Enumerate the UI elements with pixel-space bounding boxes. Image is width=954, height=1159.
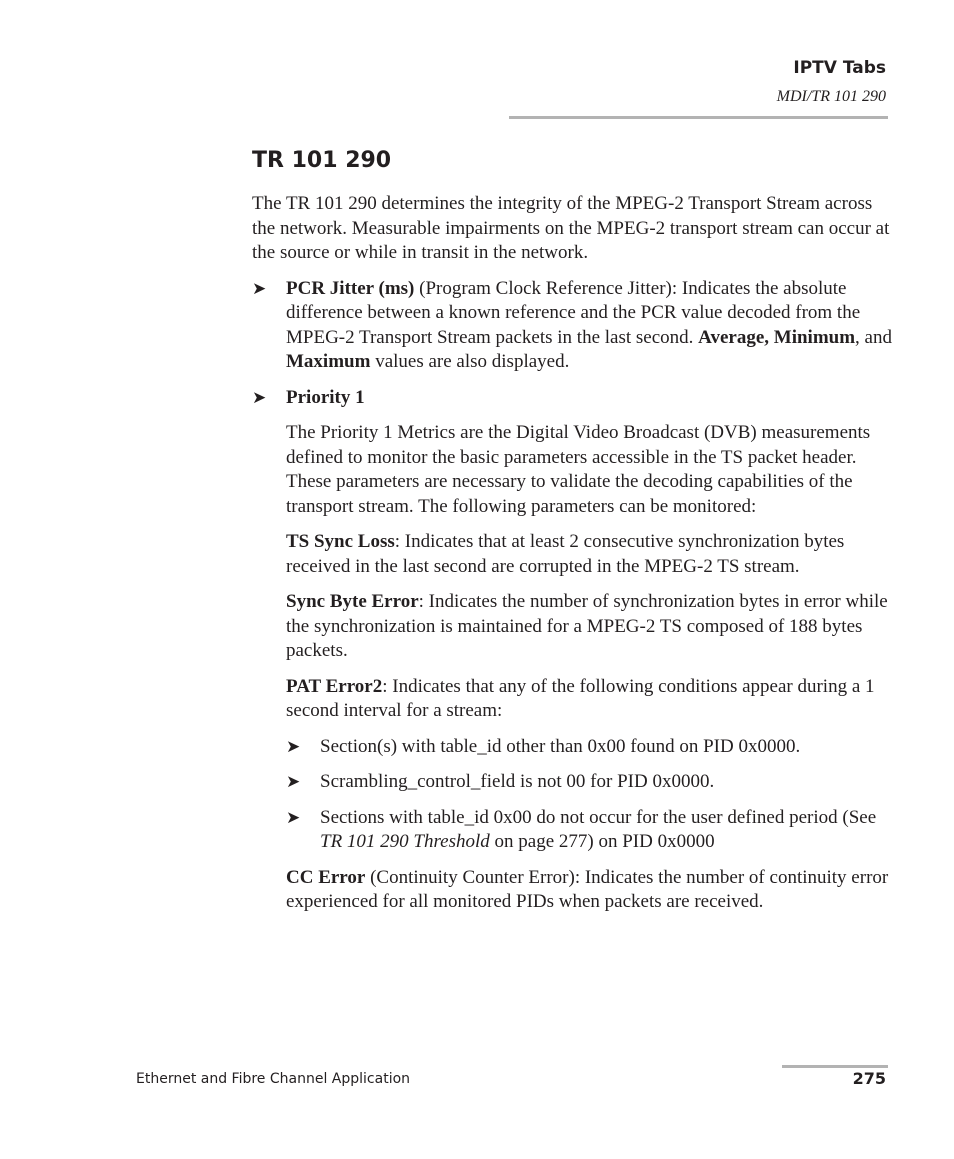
arrow-bullet-icon: ➤ (286, 772, 301, 792)
pat-error-para (286, 675, 892, 724)
pcr-term: PCR Jitter (ms) (286, 277, 415, 299)
arrow-bullet-icon: ➤ (252, 387, 267, 408)
footer-doc-title: Ethernet and Fibre Channel Application (136, 1071, 411, 1087)
pat-item-1 (286, 735, 892, 760)
bullet-priority-1 (252, 386, 892, 411)
running-header-title: IPTV Tabs (793, 58, 886, 78)
cc-error-para (286, 866, 892, 915)
arrow-bullet-icon: ➤ (286, 736, 301, 757)
priority-intro: The Priority 1 Metrics are the Digital Video Broadcast (DVB) measurements defined to monitor the basic parameters accessible in the TS packet header. These parameters are necessary to validate the decoding capabilities of the transport stream. The following parameters can be monitored: (286, 422, 871, 517)
section-title: TR 101 290 (252, 148, 392, 173)
pat-item3-pre: Sections with table_id 0x00 do not occur for the user defined period (See (320, 806, 877, 828)
sync-byte-error-para (286, 590, 892, 664)
priority-body (252, 421, 892, 915)
sync-byte-term: Sync Byte Error (286, 591, 419, 612)
pcr-desc: (Program Clock Reference Jitter): Indicates the absolute difference between a known reference and the PCR value decoded from the MPEG-2 Transport Stream packets in the last second. (286, 277, 861, 348)
arrow-bullet-icon: ➤ (286, 807, 301, 828)
ts-sync-term: TS Sync Loss (286, 531, 395, 552)
sync-byte-desc: : Indicates the number of synchronization bytes in error while the synchronization is maintained for a MPEG-2 TS composed of 188 bytes packets. (286, 591, 888, 661)
pat-desc: : Indicates that any of the following conditions appear during a 1 second interval for a stream: (286, 675, 875, 721)
main-content (252, 146, 892, 926)
ts-sync-loss-para (286, 530, 892, 579)
threshold-link[interactable]: TR 101 290 Threshold (320, 831, 490, 852)
header-rule (509, 116, 888, 119)
page-number: 275 (852, 1069, 886, 1088)
pat-item3-post: on page 277) on PID 0x0000 (489, 831, 715, 852)
ts-sync-desc: : Indicates that at least 2 consecutive synchronization bytes received in the last second are corrupted in the MPEG-2 TS stream. (286, 531, 845, 577)
footer-rule (782, 1065, 888, 1068)
cc-desc: (Continuity Counter Error): Indicates the number of continuity error experienced for all monitored PIDs when packets are received. (286, 866, 889, 912)
pcr-avg-min: Average, Minimum (698, 326, 856, 348)
pat-item-text: Section(s) with table_id other than 0x00 found on PID 0x0000. (320, 735, 801, 757)
pcr-max: Maximum (286, 351, 371, 372)
running-header-subtitle: MDI/TR 101 290 (776, 88, 886, 105)
pat-item-text: Scrambling_control_field is not 00 for PID 0x0000. (320, 771, 715, 792)
pat-item-2 (286, 770, 892, 795)
pat-item-3 (286, 806, 892, 855)
cc-term: CC Error (286, 866, 366, 888)
pcr-and: , and (855, 326, 892, 348)
priority-heading: Priority 1 (286, 386, 365, 408)
pat-term: PAT Error2 (286, 675, 383, 697)
section-intro: The TR 101 290 determines the integrity of the MPEG-2 Transport Stream across the network. Measurable impairments on the MPEG-2 transport stream can occur at the source or while in transit in the network. (252, 193, 890, 263)
pcr-tail: values are also displayed. (370, 351, 570, 372)
arrow-bullet-icon: ➤ (252, 278, 267, 299)
bullet-pcr-jitter (252, 277, 892, 375)
